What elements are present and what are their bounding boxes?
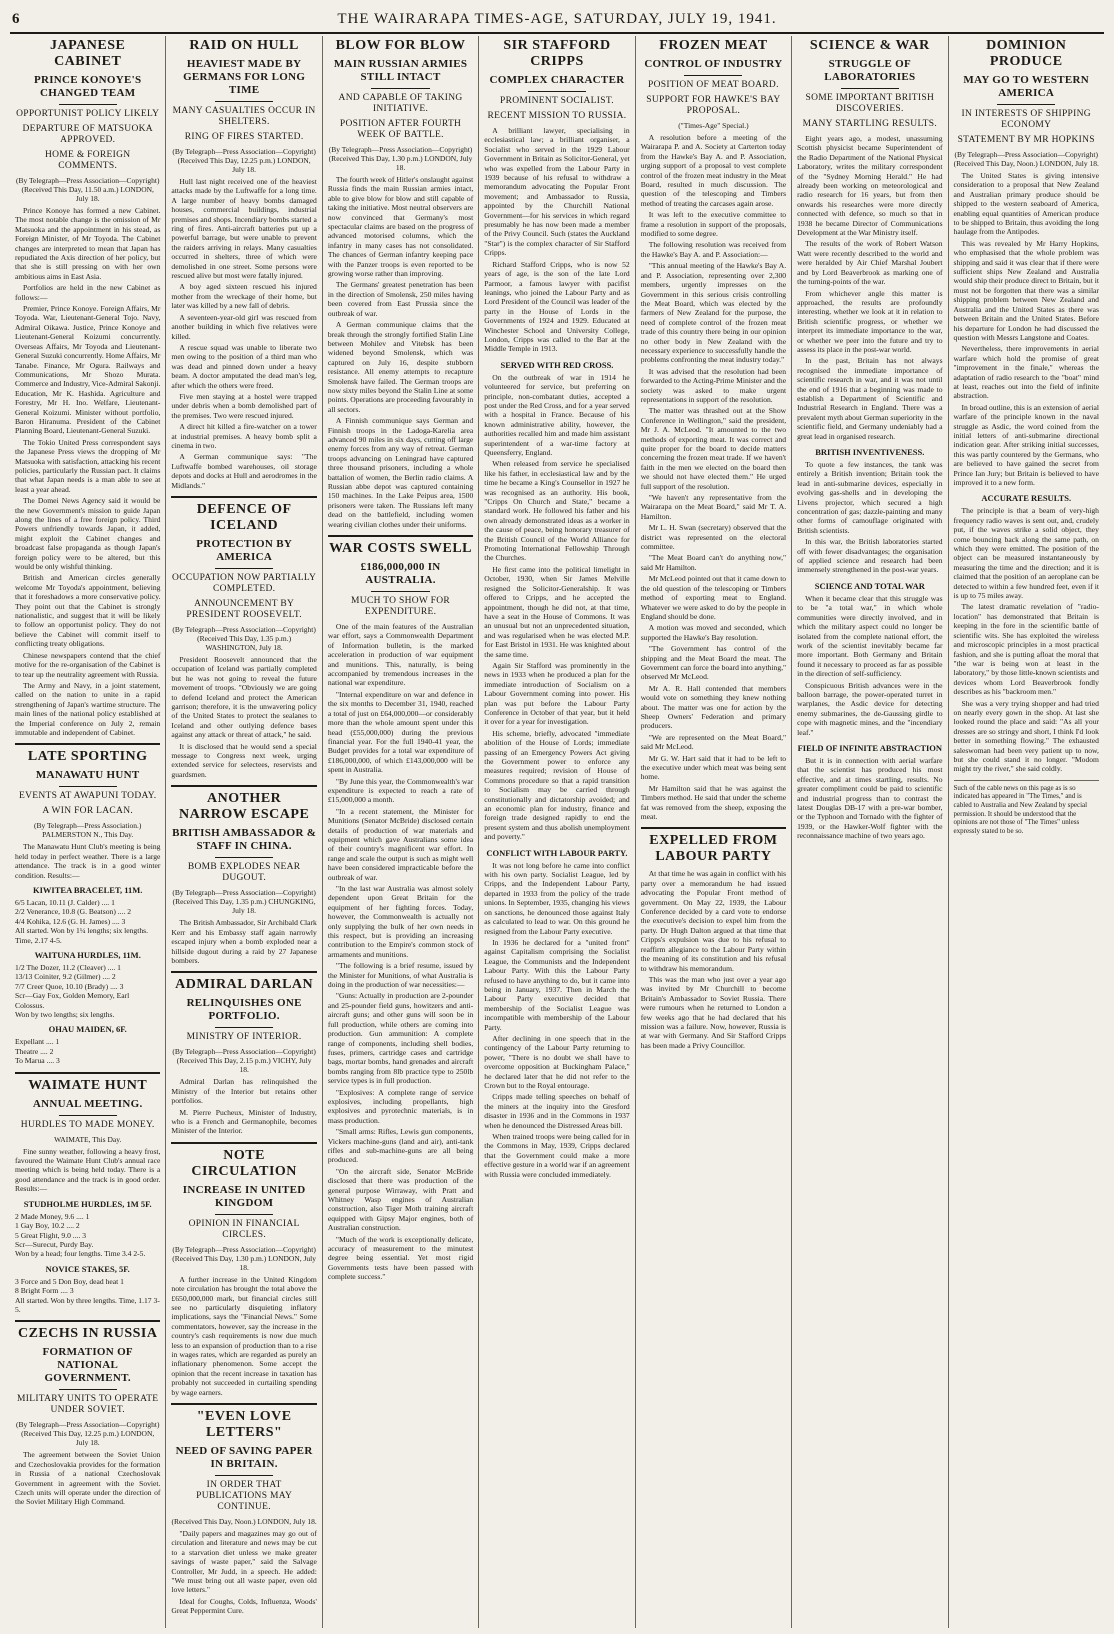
article-divider — [171, 496, 316, 498]
article-dateline: (By Telegraph—Press Association—Copyright) (Received This Day, 12.25 p.m.) LONDON, July 18. — [172, 147, 316, 174]
article-paragraph: After declining in one speech that in the contingency of the Labour Party returning to power, "There is no doubt we shall have to overcome opposition at Buckingham Palace," he declared later that he did not refer to the Crown but to the Royal entourage. — [484, 1033, 630, 1090]
article-headline: BLOW FOR BLOW — [335, 38, 466, 53]
headline-rule — [215, 101, 273, 102]
article-paragraph: Fine sunny weather, following a heavy frost, favoured the Waimate Hunt Club's annual race meeting which is being held today. There is a good attendance and the track is in good order. Results:— — [15, 1146, 161, 1194]
article-paragraph: The Germans' greatest penetration has been in the direction of Smolensk, 250 miles having been covered from East Prussia since the outbreak of war. — [327, 280, 474, 318]
article-subhead: INCREASE IN UNITED KINGDOM — [182, 1183, 306, 1209]
column-5 — [636, 36, 792, 1628]
article-paragraph: Mr L. H. Swan (secretary) observed that the district was represented on the electoral committee. — [640, 523, 787, 552]
article-subhead: RING OF FIRES STARTED. — [184, 132, 304, 142]
article-dateline: (By Telegraph—Press Association—Copyright) (Received This Day, 11.50 a.m.) LONDON, July 18. — [15, 176, 160, 203]
article-subhead: POSITION OF MEAT BOARD. — [648, 80, 779, 90]
headline-rule — [684, 75, 742, 76]
article-dateline: WAIMATE, This Day. — [54, 1134, 122, 1144]
article-paragraph: "Explosives: A complete range of service explosives, including propellants, high explosives and pyrotechnic materials, is in mass production. — [327, 1087, 474, 1125]
article — [171, 1142, 316, 1397]
article-subhead: OCCUPATION NOW PARTIALLY COMPLETED. — [172, 573, 317, 594]
article-paragraph: When trained troops were being called for in the Commons in May, 1939, Cripps declared that the Government could make a more effective gesture in a world war if an agreement with Russia were concluded immediately. — [484, 1132, 630, 1179]
article-paragraph: The matter was thrashed out at the Show Conference in Wellington," said the president, Mr J. A. McLeod. "It amounted to the two methods of exporting meat. It was correct and quite proper for the board to decide matters concerning the frozen meat trade. If we haven't faith in the men we elected on the board then we should not have elected them." He urged full support of the resolution. — [640, 406, 787, 491]
race-result-line: 13/13 Coiniter, 9.2 (Gilmer) .... 2 — [15, 972, 116, 982]
article-headline: WAR COSTS SWELL — [329, 541, 472, 557]
article-paragraph: The Tokio United Press correspondent says the Japanese Press views the dropping of Mr Matsuoka with satisfaction, attacking his recent policies, particularly the Russian pact. It claims that what Japan needs is a man able to see at least a year ahead. — [15, 437, 161, 494]
column-6 — [792, 36, 948, 1628]
article-paragraph: Cripps made telling speeches on behalf of the miners at the inquiry into the Gresford disaster in 1936 and in the Commons in 1937 when he denounced the Distressed Areas bill. — [484, 1092, 630, 1130]
article-paragraph: His scheme, briefly, advocated "immediate abolition of the House of Lords; immediate passing of an Emergency Powers Act giving the Government power to enforce any measures required; revision of House of Commons procedure so that a rapid transition to Socialism may be carried through constitutionally and dictatorship avoided; and an economic plan for industry, finance and foreign trade designed rapidly to end the present system and thus abolish unemployment and poverty." — [484, 728, 630, 842]
article-subhead: PROMINENT SOCIALIST. — [500, 96, 614, 106]
article-subhead: BRITISH AMBASSADOR & STAFF IN CHINA. — [172, 827, 317, 853]
article-paragraph: Five men staying at a hostel were trapped under debris when a bomb demolished part of the premises. Two were rescued injured. — [171, 391, 317, 420]
article-subhead: POSITION AFTER FOURTH WEEK OF BATTLE. — [339, 119, 462, 140]
article-paragraph: From whichever angle this matter is approached, the results are profoundly interesting, whether we look at it in relation to British scientific progress, or whether we interpret its immediate importance to the war, or whether we peer into the future and try to assess its place in the post-war world. — [797, 288, 943, 354]
article-subhead: BRITISH INVENTIVENESS. — [815, 447, 925, 457]
article-subhead: HURDLES TO MADE MONEY. — [20, 1119, 155, 1130]
article — [171, 971, 316, 1135]
race-result-line: 6/5 Lacan, 10.11 (J. Calder) .... 1 — [15, 897, 115, 907]
article-headline: DEFENCE OF ICELAND — [196, 502, 292, 533]
article-subhead: £186,000,000 IN AUSTRALIA. — [360, 561, 441, 587]
article-subhead: AND CAPABLE OF TAKING INITIATIVE. — [338, 93, 463, 114]
race-result-line: All started. Won by three lengths. Time, 1.17 3-5. — [15, 1295, 160, 1314]
headline-rule — [59, 1115, 117, 1116]
article-subhead: OPPORTUNIST POLICY LIKELY — [16, 109, 160, 119]
article-paragraph: The United States is giving intensive consideration to a proposal that New Zealand and Australian primary produce should be shipped to the western seaboard of America, enabling equal quantities of American produce to be shipped to Britain, thus avoiding the long haulage from the Antipodes. — [953, 171, 1099, 237]
article-paragraph: In the past, Britain has not always recognised the immediate importance of scientific research in war, and it was not until the end of 1916 that a beginning was made to establish a Department of Scientific and Industrial Research in England. There was a prevalent myth about German superiority in the scientific field, and Germany undeniably had a great lead in organised research. — [797, 356, 943, 441]
article-paragraph: Mr G. W. Hart said that it had to be left to the executive under which meat was being sent home. — [640, 753, 787, 782]
article-dateline: (By Telegraph—Press Association—Copyright) (Received This Day, 2.15 p.m.) VICHY, July 18. — [172, 1047, 316, 1075]
article-paragraph: "Daily papers and magazines may go out of circulation and literature and news may be cut to a starvation diet unless we make greater savings of waste paper," said the Salvage Controller, Mr Judd, in a speech. He added: "We must bring out all waste paper, even old love letters." — [171, 1529, 317, 1595]
article-paragraph: This was revealed by Mr Harry Hopkins, who emphasised that the whole problem was shipping and said it was clear that if there were sufficient ships New Zealand and Australia would ship their produce direct to Britain, but it must not be forgotten that there was a similar shipping problem between New Zealand and Australia and the United States as there was between Britain and the United States. Before his departure for London he had discussed the question with Messrs Langstone and Coates. — [953, 238, 1099, 342]
article-paragraph: "In a recent statement, the Minister for Munitions (Senator McBride) disclosed certain details of production of war materials and equipment which gave Australians some idea of their country's magnificent war effort. In range and scale the output is such as might well have been considered impracticable before the outbreak of war. — [327, 806, 474, 882]
headline-rule — [371, 591, 429, 592]
headline-rule — [59, 786, 117, 787]
race-result-line: To Marua .... 3 — [15, 1056, 60, 1066]
article-dateline: (By Telegraph—Press Association—Copyright) (Received This Day, 1.35 p.m.) CHUNGKING, July 18. — [172, 888, 316, 916]
article-paragraph: This was the man who just over a year ago was invited by Mr Churchill to become Britain's Ambassador to Soviet Russia. There were rumours when he returned to London a few weeks ago that he had declared that his mission was a failure. Now, however, Russia is at war with Germany. And Sir Stafford Cripps has been made a Privy Councillor. — [640, 974, 787, 1050]
article — [484, 38, 629, 354]
article-subhead: RECENT MISSION TO RUSSIA. — [487, 111, 627, 121]
article-dateline: (By Telegraph—Press Association—Copyright) (Received This Day, Noon.) LONDON, July 18. — [953, 150, 1099, 168]
article-paragraph: A brilliant lawyer, specialising in ecclesiastical law; a brilliant organiser, a Socialist who served in the 1929 Labour Government in Britain as Solicitor-General, yet who was expelled from the Labour Party in 1939 because of his refusal to withdraw a memorandum advocating the Popular Front movement; and Ambassador to Russia, appointed by the Churchill National Government—for his services in which regard presumably he has now been made a member of the Privy Council. Such (states the Auckland "Star") is the complex character of Sir Stafford Cripps. — [484, 126, 630, 258]
article-paragraph: Premier, Prince Konoye. Foreign Affairs, Mr Toyoda. War, Lieutenant-General Tojo. Navy, Admiral Oikawa. Justice, Prince Konoye and Lieutenant-General Koizumi concurrently. Overseas Affairs, Mr Toyoda and Lieutenant-General Suzuki concurrently. Home Affairs, Mr Tanabe. Finance, Mr Ogura. Railways and Communications, Mr Shozo Murata. Commerce and Industry, Vice-Admiral Sakonji. Education, Mr K. Hashida. Agriculture and Forestry, Mr H. Ino. Welfare, Lieutenant-General Koizumi. Minister without portfolio, Baron Hiranuma. President of the Cabinet Planning Board, Lieutenant-General Suzuki. — [15, 304, 161, 436]
article-paragraph: "In the last war Australia was almost solely dependent upon Great Britain for the equipment of her fighting forces. Today, however, the Commonwealth is actually not only supplying the bulk of her own needs in this respect, but is providing an increasing contribution to the Empire's common stock of armaments and munitions. — [327, 884, 474, 959]
newspaper-title: THE WAIRARAPA TIMES-AGE, SATURDAY, JULY 19, 1941. — [337, 11, 777, 27]
article-dateline: (By Telegraph—Press Association.) PALMERSTON N., This Day. — [33, 821, 142, 840]
article-paragraph: A direct hit killed a fire-watcher on a tower at industrial premises. A heavy bomb split a cinema in two. — [171, 422, 317, 450]
article-paragraph: In this war, the British laboratories started off with fewer disadvantages; the organisation of applied science and research had been immensely strengthened in the post-war years. — [797, 537, 943, 575]
article-subhead: MAIN RUSSIAN ARMIES STILL INTACT — [333, 58, 468, 83]
article-subhead: HOME & FOREIGN COMMENTS. — [44, 150, 131, 171]
race-results — [15, 1212, 160, 1259]
article-subhead: STATEMENT BY MR HOPKINS — [957, 135, 1095, 145]
article-subhead: ANNOUNCEMENT BY PRESIDENT ROOSEVELT. — [186, 599, 302, 620]
headline-rule — [215, 857, 273, 858]
race-title: WAITUNA HURDLES, 11M. — [34, 950, 141, 960]
article-paragraph: The latest dramatic revelation of "radio-location" has demonstrated that Britain is keeping in the fore in the scientific battle of scientific wits. She has exploited the wireless and microscopic principles in a most practical fashion, and she is putting afloat the moral that "the war is being won at least in the laboratory," by those little-known scientists and devices whom Lord Beaverbrook fondly describes as his "backroom men." — [953, 602, 1099, 697]
article-paragraph: Ideal for Coughs, Colds, Influenza, Woods' Great Peppermint Cure. — [171, 1596, 317, 1616]
article-headline: CZECHS IN RUSSIA — [17, 1326, 158, 1342]
race-result-line: 5 Great Flight, 9.0 .... 3 — [15, 1230, 87, 1240]
article-paragraph: "Small arms: Rifles, Lewis gun components, Vickers machine-guns (land and air), anti-tank rifles and sub-machine-guns are all being produced. — [327, 1127, 474, 1165]
article-dateline: (By Telegraph—Press Association—Copyright) (Received This Day, 1.35 p.m.) WASHINGTON, July 18. — [172, 625, 316, 652]
article-paragraph: "We are represented on the Meat Board," said Mr McLeod. — [640, 732, 787, 752]
article-paragraph: Portfolios are held in the new Cabinet as follows:— — [15, 283, 161, 302]
article-subhead: DEPARTURE OF MATSUOKA APPROVED. — [22, 124, 153, 145]
article-divider — [171, 785, 316, 787]
article-subhead: MINISTRY OF INTERIOR. — [186, 1032, 302, 1043]
article — [954, 493, 1099, 773]
race-results — [15, 898, 160, 945]
headline-rule — [841, 88, 899, 89]
article — [171, 38, 316, 490]
article-subhead: NEED OF SAVING PAPER IN BRITAIN. — [175, 1445, 313, 1471]
article-divider — [641, 827, 786, 829]
article-paragraph: Admiral Darlan has relinquished the Ministry of the Interior but retains other portfolios. — [171, 1077, 317, 1106]
article-paragraph: Again Sir Stafford was prominently in the news in 1933 when he produced a plan for the immediate introduction of Socialism on a Labour Government coming into power. His plan was put before the Labour Party Conference in October of that year, but it held it over for a year for investigation. — [484, 660, 630, 727]
race-results — [15, 1037, 160, 1065]
article-headline: RAID ON HULL — [189, 38, 299, 53]
headline-rule — [215, 568, 273, 569]
article-paragraph: It is disclosed that he would send a special message to Congress next week, urging extended service for selectees, reservists and guardsmen. — [171, 741, 317, 779]
article-paragraph: But it is in connection with aerial warfare that the scientist has produced his most effective, and at times startling, results. No greater compliment could be paid to scientific and industrial progress than to contrast the latest Douglas DB-17 with a pre-war bomber, or the Typhoon and Tornado with the fighter of 1939, or the Hawker-Wolf fighter with the reconnaissance machine of two years ago. — [797, 755, 943, 841]
article-paragraph: At that time he was again in conflict with his party over a memorandum he had issued advocating the Popular Front method of government. On May 22, 1939, the Labour Conference decided by a card vote to endorse the executive's decision to expel him from the party. Dr Hugh Dalton argued at that time that Cripps's expulsion was due to his refusal to reaffirm allegiance to the Labour Party within the meaning of its constitution and his refusal to withdraw his memorandum. — [640, 869, 787, 973]
article-paragraph: British and American circles generally welcome Mr Toyoda's appointment, believing that it foreshadows a more conservative policy. They point out that the Cabinet is strongly nationalistic, and suggest that it will be likely to follow an opportunist policy. They do not believe the Cabinet will commit itself to conflicting treaty obligations. — [15, 573, 161, 649]
article — [641, 827, 786, 1050]
article-paragraph: A German communique says: "The Luftwaffe bombed warehouses, oil storage depots and docks at Hull and aerodromes in the Midlands." — [171, 452, 317, 490]
article-paragraph: It was advised that the resolution had been forwarded to the Acting-Prime Minister and the society was asked to make urgent representations in support of the resolution. — [640, 366, 787, 404]
article-subhead: FORMATION OF NATIONAL GOVERNMENT. — [42, 1346, 133, 1385]
article-headline: JAPANESE CABINET — [50, 38, 126, 69]
article-paragraph: The British Ambassador, Sir Archibald Clark Kerr and his Embassy staff again narrowly escaped injury when a bomb exploded near a hillside dugout during a raid by 27 Japanese bombers. — [171, 918, 317, 965]
article-subhead: MILITARY UNITS TO OPERATE UNDER SOVIET. — [17, 1394, 159, 1416]
article — [171, 496, 316, 779]
article-subhead: MANY STARTLING RESULTS. — [802, 119, 938, 129]
article-dateline: (Received This Day, Noon.) LONDON, July 18. — [171, 1517, 317, 1527]
article-subhead: COMPLEX CHARACTER — [489, 74, 625, 86]
article-paragraph: The Domei News Agency said it would be the new Government's mission to guide Japan along the lines of a free foreign policy. Third Powers unfriendly towards Japan, it added, might exploit the Cabinet changes and broadcast false propaganda as though Japan's foreign policy were to be altered, but this would be only wishful thinking. — [15, 496, 161, 572]
race-title: OHAU MAIDEN, 6F. — [48, 1024, 127, 1035]
race-result-line: All started. Won by 1¼ lengths; six lengths. Time, 2.17 4-5. — [15, 926, 148, 945]
page-number: 6 — [12, 11, 21, 27]
article-headline: EXPELLED FROM LABOUR PARTY — [649, 833, 778, 865]
article-subhead: MANY CASUALTIES OCCUR IN SHELTERS. — [172, 106, 316, 127]
article-paragraph: The agreement between the Soviet Union and Czechoslovakia provides for the formation in Russia of a national Czechoslovak Government in agreement with the Soviet. Czech units will operate under the direction of the Soviet Military High Command. — [15, 1450, 161, 1507]
race-result-line: 8 Bright Form .... 3 — [15, 1286, 74, 1296]
article-subhead: SOME IMPORTANT BRITISH DISCOVERIES. — [805, 93, 935, 114]
article-paragraph: Conspicuous British advances were in the balloon barrage, the power-operated turret in warplanes, the Asdic device for detecting enemy submarines, the de-Gaussing girdle to cope with magnetic mines, and the "incendiary leaf." — [797, 680, 943, 737]
article-subhead: RELINQUISHES ONE PORTFOLIO. — [186, 997, 302, 1023]
article-paragraph: A further increase in the United Kingdom note circulation has brought the total above the £650,000,000 mark, but financial circles still see no particularly disquieting inflatory implications, says the "Financial News." Some commentators, however, say the increase in the country's cash requirements is now due much less to an expansion of production than to a rise in wages rates, which are regarded as purely an inflationary phenomenon. Some accept the opinion that the recent increase in taxation has probably not succeeded in curtailing spending by wage earners. — [171, 1274, 317, 1397]
article-paragraph: "By June this year, the Commonwealth's war expenditure is expected to reach a rate of £15,000,000 a month. — [327, 776, 474, 805]
article-paragraph: Hull last night received one of the heaviest attacks made by the Luftwaffe for a long time. A large number of heavy bombs damaged houses, commercial buildings, industrial premises and shops. Incendiary bombs started a ring of fires. Anti-aircraft batteries put up a powerful barrage, but were unable to prevent the raiders arriving in relays. Many casualties occurred in shelters, three of which were demolished in one street. Some persons were rescued alive but most were fatally injured. — [171, 177, 317, 281]
article-paragraph: When released from service he specialised like his father, in ecclesiastical law and by the time he became a King's Counsellor in 1927 he was recognised as an authority. His book, "Cripps On Church and State," became a standard work. He followed his father and his own already demonstrated ideas as a worker in the cause of peace, being honorary treasurer of the British Council of the World Alliance for Promoting International Fellowship Through the Churches. — [484, 459, 630, 563]
article-paragraph: "This annual meeting of the Hawke's Bay A. and P. Association, representing over 2,300 members, urgently impresses on the Government in this serious crisis controlling the Meat Board, which was elected by the farmers of New Zealand for the purpose, the need of complete control of the frozen meat trade of this country there being in our opinion no other body in New Zealand with the necessary experience to successfully handle the problems confronting the meat industry today." — [640, 261, 787, 365]
article-dateline: (By Telegraph—Press Association—Copyright) (Received This Day, 1.30 p.m.) LONDON, July 18. — [328, 145, 473, 172]
article-paragraph: "The Government has control of the shipping and the Meat Board the meat. The Government can force the board into anything," observed Mr McLeod. — [640, 644, 787, 682]
article-subhead: PROTECTION BY AMERICA — [196, 538, 293, 563]
article-divider — [171, 971, 316, 973]
article-paragraph: "On the aircraft side, Senator McBride disclosed that there was production of the general purpose Wirraway, with Pratt and Whitney Wasp engines of Australian construction, also Tiger Moth training aircraft equipped with Gipsy Major engines, both of Australian construction. — [327, 1166, 474, 1233]
column-1 — [10, 36, 166, 1628]
race-result-line: Theatre .... 2 — [15, 1046, 54, 1056]
article-subhead: MUCH TO SHOW FOR EXPENDITURE. — [351, 596, 451, 618]
headline-rule — [59, 104, 117, 105]
article — [797, 743, 942, 841]
article-subhead: SCIENCE AND TOTAL WAR — [814, 580, 925, 591]
article — [797, 447, 942, 575]
article-paragraph: He first came into the political limelight in October, 1930, when Sir James Melville resigned the Solicitor-Generalship. It was offered to Cripps, and he accepted the appointment, though he did not, at that time, have a seat in the House of Commons. It was an unusual but not an unprecedented situation, and was regularised when he was elected M.P. for East Bristol in 1931. He was knighted about the same time. — [484, 564, 630, 659]
article-paragraph: In 1936 he declared for a "united front" against Capitalism comprising the Socialist League, the Communists and the Independent Labour Party. With this the Labour Party refused to have anything to do, but it came into being in January, 1937. Then in March the Labour Party executive decided that membership of the Socialist League was incompatible with membership of the Labour Party. — [484, 937, 630, 1032]
race-result-line: 2/2 Venerance, 10.8 (G. Beatson) .... 2 — [15, 907, 132, 917]
article-paragraph: It was left to the executive committee to frame a resolution in support of the proposals, modified to some degree. — [640, 210, 787, 239]
article-paragraph: On the outbreak of war in 1914 he volunteered for service, but preferring on principle, non-combatant duties, accepted a post under the Red Cross, and for a year served with a hospital in France. Because of his known administrative ability, however, the authorities recalled him and made him assistant superintendent of a war-time factory at Queensferry, England. — [484, 372, 630, 457]
headline-rule — [997, 104, 1055, 105]
article-paragraph: Mr McLeod pointed out that it came down to the old question of the telescoping or Timbers method of exporting meat to England. Whatever we were asked to do by the people in England should be done. — [640, 574, 787, 621]
article-subhead: STRUGGLE OF LABORATORIES — [824, 58, 916, 83]
article-subhead: OPINION IN FINANCIAL CIRCLES. — [188, 1218, 300, 1240]
article — [15, 38, 160, 737]
race-results — [15, 963, 160, 1019]
article-paragraph: A seventeen-year-old girl was rescued from another building in which five relatives were killed. — [171, 312, 317, 341]
article-subhead: CONFLICT WITH LABOUR PARTY. — [486, 847, 628, 858]
race-result-line: 2 Made Money, 9.6 .... 1 — [15, 1211, 90, 1221]
race-title: STUDHOLME HURDLES, 1M 5F. — [23, 1198, 152, 1209]
column-3 — [323, 36, 479, 1628]
article-paragraph: "The following is a brief resume, issued by the Minister for Munitions, of what Australia is doing in the production of war necessities:— — [327, 961, 474, 990]
race-title: KIWITEA BRACELET, 11M. — [33, 884, 143, 895]
article-subhead: FIELD OF INFINITE ABSTRACTION — [797, 742, 943, 753]
times-footnote: Such of the cable news on this page as is so indicated has appeared in "The Times," and is cabled to Australia and New Zealand by special permission. It should be understood that the opinions are not those of "The Times" unless expressly stated to be so. — [954, 780, 1099, 836]
article-paragraph: Mr A. R. Hall contended that members would vote on something they knew nothing about. The matter was one for action by the Sheep Owners' Federation and primary producers. — [640, 683, 787, 731]
article-subhead: SUPPORT FOR HAWKE'S BAY PROPOSAL. — [646, 95, 781, 116]
article-paragraph: Prince Konoye has formed a new Cabinet. The most notable change is the omission of Mr Matsuoka and the appointment in his stead, as Foreign Minister, of Mr Toyoda. The Cabinet changes are interpreted to mean that Japan has repudiated the Axis direction of her policy, but that she is still pressing on with her own ambitious aims in East Asia. — [15, 206, 161, 281]
article-paragraph: President Roosevelt announced that the occupation of Iceland was partially completed but he was not going to reveal the future movement of troops. "Obviously we are going to defend Iceland and protect the American garrison; therefore, it is the unwavering policy of the United States to protect the sealanes to Iceland and other outlying defence bases against any attack or threat of attack," he said. — [171, 655, 317, 740]
headline-rule — [215, 1027, 273, 1028]
article-subhead: PRINCE KONOYE'S CHANGED TEAM — [33, 74, 142, 99]
article-paragraph: The principle is that a beam of very-high frequency radio waves is sent out, and, crudely put, if the waves strike a solid object, they come bouncing back along the same path, on which they were emitted. The position of the object can be measured instantaneously by measuring the time and the direction; and it is claimed that the position of an aeroplane can be detected to within a few hundred feet, even if it is up to 75 miles away. — [953, 506, 1099, 601]
race-result-line: 1/2 The Dozer, 11.2 (Cleaver) .... 1 — [15, 963, 121, 972]
article-subhead: BOMB EXPLODES NEAR DUGOUT. — [187, 862, 301, 884]
article-headline: WAIMATE HUNT — [28, 1077, 148, 1093]
race-result-line: 3 Force and 5 Don Boy, dead heat 1 — [15, 1276, 124, 1286]
article — [171, 1403, 316, 1616]
race-result-line: Scr—Gay Fox, Golden Memory, Earl Colossus. — [15, 991, 130, 1010]
article-headline: NOTE CIRCULATION — [191, 1147, 297, 1179]
article-subhead: ANNUAL MEETING. — [32, 1097, 143, 1110]
race-result-line: 7/7 Creer Quoe, 10.10 (Brady) .... 3 — [15, 981, 124, 991]
race-results — [15, 1277, 160, 1315]
article — [15, 743, 160, 1065]
headline-rule — [528, 91, 586, 92]
article-paragraph: Eight years ago, a modest, unassuming Scottish physicist became Superintendent of the Radio Department of the National Physical Laboratory, writes the military correspondent of the "Sydney Morning Herald." He had already been working on meteorological and radio research for 16 years, but from then onwards his researches were more directly connected with defence, so much so that in 1938 he became Director of Communications Development at the War Ministry itself. — [797, 134, 943, 238]
article-divider — [15, 1072, 160, 1074]
headline-rule — [215, 1475, 273, 1476]
article-subhead: SERVED WITH RED CROSS. — [500, 359, 614, 370]
article-subhead: IN INTERESTS OF SHIPPING ECONOMY — [961, 109, 1091, 130]
article-paragraph: When it became clear that this struggle was to be "a total war," in which whole communities were directly involved, and in which the military aspect could no longer be isolated from the complete national effort, the work of the scientist inevitably became far more important. Both Germany and Britain found it necessary to proceed as far as possible in the direction of self-sufficiency. — [797, 593, 943, 679]
race-result-line: Won by a head; four lengths. Time 3.4 2-5. — [15, 1249, 146, 1259]
article-paragraph: In broad outline, this is an extension of aerial warfare of the principle known in the naval struggle as Asdic, the word coined from the initial letters of anti-submarine directional indication gear. After striking initial successes, this was partly countered by the Germans, who are believed to have gained the secret from Prince Ian Jury; but Britain is believed to have improved it to a new form. — [953, 402, 1099, 487]
article — [171, 785, 316, 965]
article-subhead: A WIN FOR LACAN. — [42, 806, 134, 817]
race-result-line: Won by two lengths; six lengths. — [15, 1010, 115, 1020]
article — [954, 38, 1099, 487]
article-subhead: IN ORDER THAT PUBLICATIONS MAY CONTINUE. — [196, 1480, 293, 1513]
article-paragraph: A rescue squad was unable to liberate two men owing to the position of a third man who was dead and pinned down under a heavy beam. A doctor amputated the dead man's leg, after which the others were freed. — [171, 342, 317, 390]
article-paragraph: "Much of the work is exceptionally delicate, accuracy of measurement to the minutest degree being essential. Yet most rigid Governments tests have been passed with complete success." — [327, 1234, 474, 1282]
article-paragraph: The results of the work of Robert Watson Watt were recently described to the world and were heralded by Air Chief Marshal Joubert and by Lord Beaverbrook as marking one of the turning-points of the war. — [797, 239, 943, 287]
column-4 — [479, 36, 635, 1628]
article-divider — [328, 535, 473, 537]
article-paragraph: Richard Stafford Cripps, who is now 52 years of age, is the son of the late Lord Parmoor, a famous lawyer with pacifist leanings, who joined the Labour Party and as Lord President of the Council was leader of the party in the House of Lords in the Governments of 1924 and 1929. Educated at Winchester School and University College, London, Cripps was called to the Bar at the Middle Temple in 1913. — [484, 259, 630, 354]
race-title: NOVICE STAKES, 5F. — [45, 1263, 130, 1274]
columns — [10, 36, 1104, 1628]
article-paragraph: A resolution before a meeting of the Wairarapa P. and A. Society at Carterton today from the Hawke's Bay A. and P. Association, urging support of a proposal to vest complete control of the frozen meat industry in the Meat Board, resulted in much discussion. The question of the telescoping and Timbers method of treating the carcases again arose. — [640, 133, 787, 208]
race-result-line: 4/4 Kohika, 12.6 (G. H. James) .... 3 — [15, 916, 126, 926]
article-subhead: MANAWATU HUNT — [35, 769, 140, 782]
article-paragraph: She was a very trying shopper and had tried on nearly every gown in the shop. At last she looked round the place and said: "As all your dresses are so stringy and short, I think I'd look better in something flowing." The exhausted saleswoman had been very patient up to now, but she could stand it no longer. "Modom might try the river," she said coldly. — [953, 698, 1099, 774]
headline-rule — [371, 88, 429, 89]
race-result-line: 1 Gay Boy, 10.2 .... 2 — [15, 1221, 80, 1231]
article-headline: SIR STAFFORD CRIPPS — [503, 38, 611, 69]
article — [484, 360, 629, 842]
article-paragraph: The following resolution was received from the Hawke's Bay A. and P. Association:— — [640, 240, 787, 259]
article-paragraph: A Finnish communique says German and Finnish troops in the Ladoga-Karelia area advanced 90 miles in six days, cutting off large enemy forces from any way of retreat. German troops advancing on Leningrad have captured three thousand prisoners, including a whole battalion of women, the Berlin radio claims. A Russian abbe depot was captured containing 150 machines. In the Lake Peipus area, 1500 prisoners were taken. The Russians left many dead on the battlefield, including women wearing civilian clothes under their uniforms. — [327, 416, 474, 529]
article-paragraph: To quote a few instances, the tank was entirely a British invention; Britain took the lead in anti-submarine devices, especially in evolving gas-shells and in developing the Livens projector, which secured a high concentration of gas; dazzle-painting and many other forms of camouflage originated with British scientists. — [797, 460, 943, 535]
article-dateline: ("Times-Age" Special.) — [678, 121, 749, 130]
column-7 — [949, 36, 1104, 1628]
article — [797, 581, 942, 737]
article — [15, 1072, 160, 1315]
article-headline: DOMINION PRODUCE — [986, 38, 1067, 69]
article-subhead: HEAVIEST MADE BY GERMANS FOR LONG TIME — [183, 58, 306, 96]
article-paragraph: "We haven't any representative from the Wairarapa on the Meat Board," said Mr T. A. Hamilton. — [640, 493, 787, 521]
article-divider — [171, 1403, 316, 1405]
article-headline: SCIENCE & WAR — [809, 38, 930, 53]
article-divider — [15, 743, 160, 745]
article-paragraph: "Guns: Actually in production are 2-pounder and 25-pounder field guns, howitzers and anti-aircraft guns; and other guns will soon be in full production, while others are coming into production. Gun ammunition: A complete range of components, including shell bodies, fuses, primers, cartridge cases and cartridge bags, mortar bombs, hand grenades and aircraft bombs ranging from 8lb practice type to 250lb service types is in full production. — [327, 991, 474, 1086]
article-dateline: (By Telegraph—Press Association—Copyright) (Received This Day, 1.30 p.m.) LONDON, July 18. — [172, 1244, 316, 1272]
article-headline: FROZEN MEAT — [659, 38, 768, 53]
article-divider — [171, 1142, 316, 1144]
article — [328, 38, 473, 529]
article-paragraph: The Army and Navy, in a joint statement, called on the nation to unite in a rapid strengthening of Japan's wartime structure. The main lines of the national policy established at the Imperial conference on July 2, remain immutable and independent of Cabinet. — [15, 680, 161, 737]
race-result-line: Scr—Surecut, Purdy Bay. — [15, 1239, 94, 1249]
article-paragraph: "Internal expenditure on war and defence in the six months to December 31, 1940, reached a total of just on £64,000,000—or considerably more than the whole amount spent under this head (£55,000,000) during the previous financial year. For the full 1940-41 year, the Budget provides for a total war expenditure of £186,000,000, of which £143,000,000 will be spent in Australia. — [327, 689, 474, 775]
article-paragraph: Mr Hamilton said that he was against the Timbers method. He said that under the scheme fat was removed from the sheep, exposing the meat. — [640, 783, 787, 822]
article-headline: ANOTHER NARROW ESCAPE — [178, 791, 310, 823]
article-paragraph: The fourth week of Hitler's onslaught against Russia finds the main Russian armies intact, able to give blow for blow and still capable of taking the initiative. Most neutral observers are now convinced that Germany's most spectacular claims are based on the progress of advanced motorised columns, which the infantry in many cases has not consolidated. The chances of German infantry keeping pace with the Panzer troops is even reported to be growing worse rather than improving. — [327, 175, 474, 279]
article — [797, 38, 942, 441]
column-2 — [166, 36, 322, 1628]
headline-rule — [215, 1214, 273, 1215]
article-paragraph: One of the main features of the Australian war effort, says a Commonwealth Department of Information bulletin, is the marked acceleration in production of war equipment and munitions. This, naturally, is being accompanied by tremendous increases in the national war expenditure. — [327, 622, 474, 688]
article — [484, 848, 629, 1179]
headline-rule — [59, 1389, 117, 1390]
article-paragraph: The Manawatu Hunt Club's meeting is being held today in perfect weather. There is a large attendance. The track is in a good winter condition. Results:— — [15, 842, 161, 880]
article-paragraph: Nevertheless, there improvements in aerial warfare which hold the promise of great "improvement in the finale," whereas the adaptation of radio research to the "boat" mind at least, reaches out into the field of infinite abstraction. — [953, 344, 1099, 401]
article — [641, 38, 786, 821]
article-dateline: (By Telegraph—Press Association—Copyright) (Received This Day, 12.25 p.m.) LONDON, July 18. — [15, 1420, 160, 1448]
article-headline: "EVEN LOVE LETTERS" — [196, 1409, 292, 1441]
article-headline: LATE SPORTING — [27, 749, 148, 765]
article-paragraph: M. Pierre Pucheux, Minister of Industry, who is a French and Germanophile, becomes Minister of the Interior. — [171, 1107, 317, 1136]
article-paragraph: A German communique claims that the break through the strongly fortified Stalin Line between Mohilev and Vitebsk has been widened beyond Smolensk, which was captured on July 16, despite stubborn resistance. All enemy attempts to recapture Smolensk have failed. The German troops are now sixty miles beyond the Stalin Line at some points. Operations are proceeding favourably in all sectors. — [327, 320, 474, 414]
article-divider — [15, 1320, 160, 1322]
article-paragraph: A motion was moved and seconded, which supported the Hawke's Bay resolution. — [640, 623, 787, 642]
article-subhead: MAY GO TO WESTERN AMERICA — [963, 74, 1090, 99]
article-paragraph: Chinese newspapers contend that the chief motive for the re-organisation of the Cabinet is to tear up the neutrality agreement with Russia. — [15, 650, 161, 679]
article — [328, 535, 473, 1282]
article-paragraph: It was not long before he came into conflict with his own party. Socialist League, led by Cripps, and the Independent Labour Party, departed in 1933 from the policy of the trade unions. In September, 1935, changing his views on sanctions, he denounced those against Italy as calculated to lead to war. On this ground he resigned from the Labour Party executive. — [484, 860, 630, 936]
article-headline: ADMIRAL DARLAN — [175, 977, 314, 993]
article-subhead: EVENTS AT AWAPUNI TODAY. — [19, 791, 157, 802]
article-paragraph: A boy aged sixteen rescued his injured mother from the wreckage of their home, but later was killed by a new fall of debris. — [171, 282, 317, 311]
article-paragraph: "The Meat Board can't do anything now," said Mr Hamilton. — [640, 553, 787, 572]
article-subhead: CONTROL OF INDUSTRY — [644, 58, 783, 70]
masthead — [10, 6, 1104, 34]
race-result-line: Expellant .... 1 — [15, 1037, 60, 1047]
article-subhead: ACCURATE RESULTS. — [981, 493, 1072, 504]
article — [15, 1320, 160, 1506]
